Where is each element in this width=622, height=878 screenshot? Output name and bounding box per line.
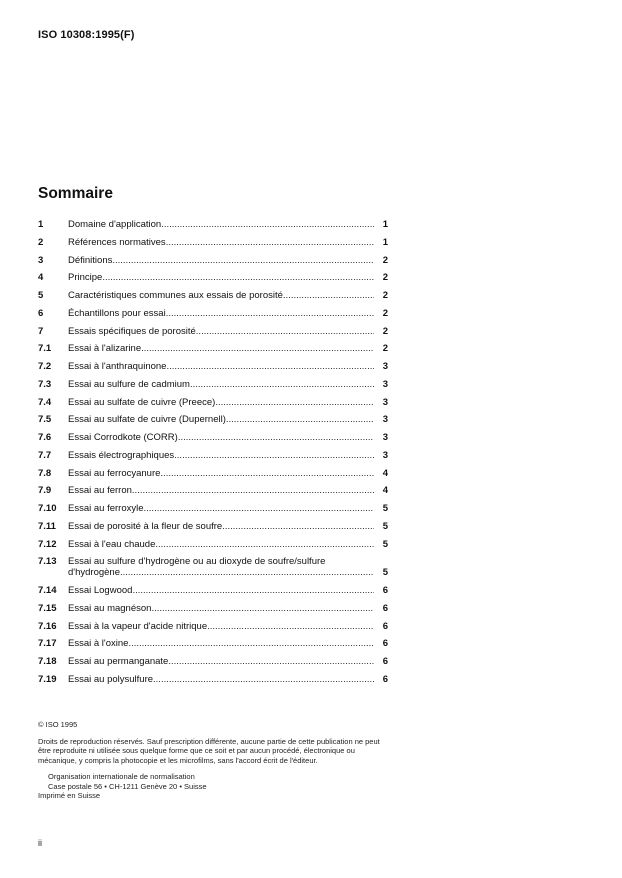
toc-entry-body	[68, 361, 374, 372]
dot-leader	[153, 674, 374, 685]
dot-leader	[141, 343, 374, 354]
toc-entry	[38, 656, 388, 667]
toc-entry-label: Principe	[68, 272, 103, 284]
toc-entry-label: Échantillons pour essai	[68, 307, 166, 319]
dot-leader	[166, 237, 374, 248]
toc-entry-body	[68, 290, 374, 301]
toc-entry	[38, 219, 388, 230]
toc-entry-body	[68, 237, 374, 248]
toc-entry-page: 4	[382, 485, 388, 497]
toc-entry-label: Essai au sulfure d'hydrogène ou au dioxyde de soufre/sulfure	[68, 556, 326, 568]
toc-entry-number: 7.12	[38, 538, 57, 550]
toc-entry-body	[68, 521, 374, 532]
toc-entry-page: 2	[382, 290, 388, 301]
toc-entry-number: 7	[38, 325, 44, 337]
toc-entry-label: Essais électrographiques	[68, 449, 175, 461]
toc-entry-page: 6	[382, 656, 388, 667]
copyright-footer	[38, 720, 388, 801]
toc-entry-page: 2	[382, 343, 388, 355]
toc-entry	[38, 326, 388, 337]
toc-entry-label: Essais spécifiques de porosité	[68, 325, 196, 337]
toc-entry-number: 7.5	[38, 414, 52, 426]
toc-entry-page: 5	[382, 503, 388, 514]
toc-entry	[38, 556, 388, 578]
toc-entry-page: 3	[382, 361, 388, 372]
dot-leader	[102, 272, 374, 283]
toc-entry	[38, 585, 388, 596]
toc-entry-body	[68, 308, 374, 319]
toc-entry	[38, 308, 388, 319]
toc-entry	[38, 450, 388, 461]
copyright-line: © ISO 1995	[38, 720, 78, 729]
printed-in: Imprimé en Suisse	[38, 791, 101, 800]
toc-entry-continuation	[68, 567, 374, 578]
toc-entry-number: 7.1	[38, 343, 52, 355]
toc-entry	[38, 521, 388, 532]
toc-entry-page: 6	[382, 638, 388, 650]
dot-leader	[132, 485, 374, 496]
dot-leader	[155, 539, 374, 550]
dot-leader	[283, 290, 374, 301]
toc-entry-body	[68, 674, 374, 685]
toc-entry-label: Essai au ferrocyanure	[68, 467, 161, 479]
dot-leader	[120, 567, 374, 578]
toc-entry	[38, 290, 388, 301]
toc-entry-label: Essai au polysulfure	[68, 673, 154, 685]
toc-entry-body	[68, 468, 374, 479]
dot-leader	[166, 361, 374, 372]
toc-entry-body	[68, 219, 374, 230]
toc-entry-body	[68, 621, 374, 632]
toc-entry-page: 2	[382, 254, 388, 266]
toc-entry-label: Définitions	[68, 254, 113, 266]
dot-leader	[215, 397, 374, 408]
toc-entry	[38, 485, 388, 496]
toc-entry-label: Essai à l'alizarine	[68, 343, 142, 355]
toc-entry-page: 6	[382, 585, 388, 596]
toc-entry-page: 2	[382, 272, 388, 284]
toc-entry-label: Essai à la vapeur d'acide nitrique	[68, 620, 208, 632]
toc-entry-number: 7.4	[38, 396, 52, 408]
dot-leader	[144, 503, 374, 514]
dot-leader	[222, 521, 374, 532]
toc-entry-page: 2	[382, 325, 388, 337]
dot-leader	[132, 585, 374, 596]
toc-entry-page: 3	[382, 449, 388, 461]
toc-entry-number: 7.2	[38, 361, 52, 372]
toc-entry	[38, 638, 388, 649]
toc-entry-number: 7.17	[38, 638, 57, 650]
toc-entry-body	[68, 585, 374, 596]
toc-entry-label: Essai au ferroxyle	[68, 503, 144, 514]
toc-entry	[38, 397, 388, 408]
toc-entry-number: 7.15	[38, 602, 57, 614]
table-of-contents	[38, 219, 388, 692]
dot-leader	[128, 638, 374, 649]
toc-entry	[38, 603, 388, 614]
toc-entry-body	[68, 450, 374, 461]
toc-entry-label: Références normatives	[68, 236, 166, 248]
dot-leader	[178, 432, 374, 443]
toc-entry-label: Essai à l'anthraquinone	[68, 361, 167, 372]
toc-entry	[38, 272, 388, 283]
toc-entry	[38, 539, 388, 550]
toc-entry-body	[68, 255, 374, 266]
toc-entry	[38, 379, 388, 390]
toc-entry-body	[68, 503, 374, 514]
toc-entry-number: 7.7	[38, 449, 52, 461]
toc-entry-body	[68, 556, 374, 578]
toc-entry-page: 5	[382, 520, 388, 532]
toc-entry-label: Essai à l'oxine	[68, 638, 129, 650]
toc-entry-page: 3	[382, 378, 388, 390]
toc-entry	[38, 621, 388, 632]
toc-entry-body	[68, 638, 374, 649]
dot-leader	[196, 326, 374, 337]
toc-entry-label: Essai Logwood	[68, 585, 133, 596]
toc-entry-number: 7.11	[38, 520, 56, 532]
toc-entry-number: 5	[38, 290, 44, 301]
toc-entry-body	[68, 539, 374, 550]
toc-entry-label-continued: d'hydrogène	[68, 567, 120, 579]
toc-entry-number: 7.9	[38, 485, 52, 497]
dot-leader	[166, 308, 374, 319]
toc-entry-number: 7.14	[38, 585, 57, 596]
toc-entry-label: Caractéristiques communes aux essais de porosité	[68, 290, 283, 301]
toc-entry-label: Essai Corrodkote (CORR)	[68, 432, 178, 443]
toc-entry-number: 7.16	[38, 620, 57, 632]
dot-leader	[174, 450, 374, 461]
dot-leader	[190, 379, 374, 390]
toc-entry-label: Essai au sulfate de cuivre (Preece)	[68, 396, 216, 408]
toc-entry	[38, 432, 388, 443]
toc-entry-number: 7.6	[38, 432, 52, 443]
toc-entry-page: 1	[382, 236, 388, 248]
toc-entry-number: 6	[38, 307, 44, 319]
toc-entry-label: Essai au sulfate de cuivre (Dupernell)	[68, 414, 226, 426]
toc-entry-page: 5	[382, 538, 388, 550]
toc-entry-body	[68, 656, 374, 667]
toc-entry-body	[68, 379, 374, 390]
toc-entry-label: Essai de porosité à la fleur de soufre	[68, 520, 223, 532]
dot-leader	[112, 255, 374, 266]
toc-entry-body	[68, 603, 374, 614]
toc-entry-number: 2	[38, 236, 44, 248]
rights-notice: Droits de reproduction réservés. Sauf prescription différente, aucune partie de cette publication ne peut être reproduite ni utilisée sous quelque forme que ce soit et par aucun procédé, électronique ou mécanique, y compris la photocopie et les microfilms, sans l'accord écrit de l'éditeur.	[38, 736, 380, 765]
page-title: Sommaire	[38, 185, 113, 202]
toc-entry	[38, 237, 388, 248]
toc-entry	[38, 361, 388, 372]
toc-entry	[38, 414, 388, 425]
dot-leader	[160, 468, 374, 479]
toc-entry-page: 4	[382, 467, 388, 479]
toc-entry-number: 7.10	[38, 503, 57, 514]
dot-leader	[226, 414, 374, 425]
toc-entry-number: 7.18	[38, 656, 57, 667]
toc-entry	[38, 255, 388, 266]
toc-entry-number: 3	[38, 254, 44, 266]
organization-name: Organisation internationale de normalisation	[48, 772, 195, 781]
toc-entry-page: 3	[382, 432, 388, 443]
toc-entry	[38, 343, 388, 354]
dot-leader	[168, 656, 374, 667]
toc-entry-page: 3	[382, 396, 388, 408]
toc-entry-number: 7.3	[38, 378, 52, 390]
toc-entry-body	[68, 326, 374, 337]
toc-entry-number: 1	[38, 219, 44, 230]
toc-entry-label: Essai au permanganate	[68, 656, 169, 667]
toc-entry-page: 1	[382, 219, 388, 230]
toc-entry-page: 3	[382, 414, 388, 426]
toc-entry-number: 7.8	[38, 467, 52, 479]
toc-entry-page: 6	[382, 673, 388, 685]
toc-entry-page: 6	[382, 620, 388, 632]
toc-entry-body	[68, 272, 374, 283]
dot-leader	[207, 621, 374, 632]
toc-entry	[38, 503, 388, 514]
toc-entry-body	[68, 432, 374, 443]
toc-entry	[38, 674, 388, 685]
page-number: ii	[38, 838, 42, 848]
toc-entry-number: 7.19	[38, 673, 57, 685]
organization-address: Case postale 56 • CH-1211 Genève 20 • Suisse	[48, 781, 207, 791]
toc-entry-body	[68, 397, 374, 408]
dot-leader	[151, 603, 374, 614]
toc-entry-page: 2	[382, 307, 388, 319]
toc-entry-label: Essai au magnéson	[68, 602, 152, 614]
toc-entry-body	[68, 343, 374, 354]
toc-entry-label: Essai à l'eau chaude	[68, 538, 156, 550]
toc-entry-body	[68, 414, 374, 425]
toc-entry-number: 4	[38, 272, 44, 284]
dot-leader	[161, 219, 374, 230]
toc-entry-label: Essai au sulfure de cadmium	[68, 378, 190, 390]
document-header: ISO 10308:1995(F)	[38, 29, 135, 41]
toc-entry-body	[68, 485, 374, 496]
toc-entry	[38, 468, 388, 479]
toc-entry-page: 6	[382, 602, 388, 614]
toc-entry-label: Domaine d'application	[68, 219, 162, 230]
toc-entry-number: 7.13	[38, 556, 57, 568]
toc-entry-page: 5	[382, 567, 388, 579]
toc-entry-label: Essai au ferron	[68, 485, 132, 497]
